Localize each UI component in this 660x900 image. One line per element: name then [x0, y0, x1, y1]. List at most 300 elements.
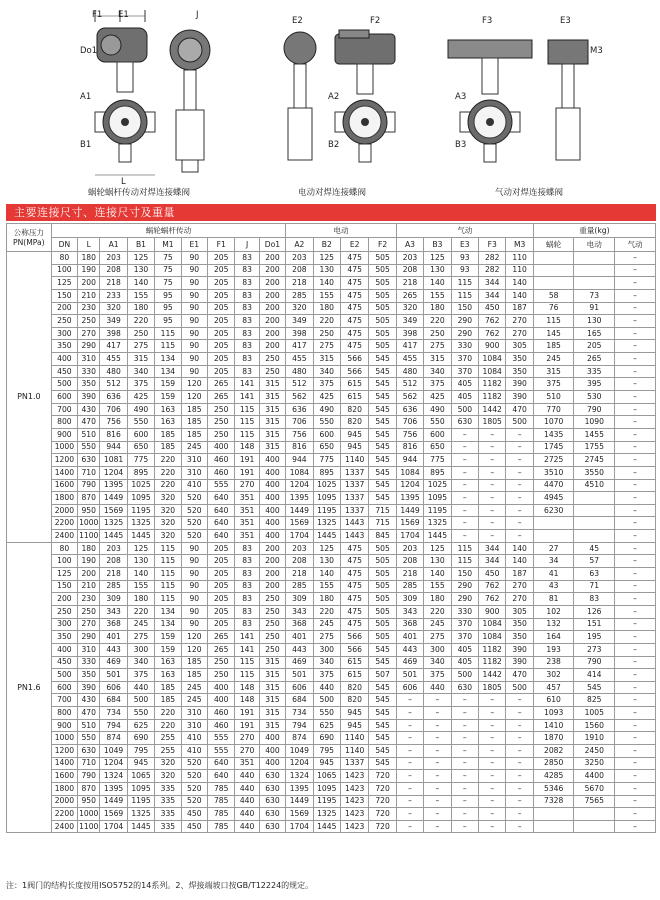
- table-cell: 57: [574, 555, 615, 568]
- table-row: [7, 757, 656, 770]
- table-cell: 630: [259, 808, 285, 821]
- table-cell: 3550: [574, 466, 615, 479]
- table-cell: 300: [51, 327, 77, 340]
- table-cell: 300: [51, 618, 77, 631]
- table-cell: 3510: [533, 466, 574, 479]
- table-cell: 205: [207, 580, 234, 593]
- table-cell: 1704: [286, 530, 313, 543]
- table-cell: 115: [235, 656, 259, 669]
- table-cell: –: [615, 492, 656, 505]
- table-cell: 275: [424, 340, 451, 353]
- table-cell: 205: [207, 353, 234, 366]
- table-cell: 1204: [286, 479, 313, 492]
- table-cell: 945: [340, 428, 368, 441]
- table-cell: 309: [100, 593, 127, 606]
- table-cell: 5670: [574, 782, 615, 795]
- table-cell: 475: [340, 555, 368, 568]
- table-cell: 1435: [533, 428, 574, 441]
- table-cell: 343: [286, 605, 313, 618]
- table-cell: 205: [207, 365, 234, 378]
- table-cell: 636: [100, 391, 127, 404]
- table-cell: 76: [533, 302, 574, 315]
- table-cell: 425: [424, 391, 451, 404]
- table-cell: 1049: [100, 744, 127, 757]
- table-cell: –: [615, 656, 656, 669]
- table-cell: 220: [127, 315, 154, 328]
- table-cell: 270: [235, 732, 259, 745]
- table-cell: 350: [51, 631, 77, 644]
- table-row: [7, 315, 656, 328]
- table-cell: 490: [127, 403, 154, 416]
- table-cell: 140: [424, 568, 451, 581]
- table-cell: 520: [181, 504, 207, 517]
- table-row: [7, 808, 656, 821]
- table-cell: 155: [424, 289, 451, 302]
- table-cell: 650: [424, 441, 451, 454]
- table-cell: 545: [369, 466, 396, 479]
- table-cell: 200: [51, 593, 77, 606]
- table-cell: 684: [100, 694, 127, 707]
- table-cell: 625: [127, 719, 154, 732]
- table-cell: –: [424, 820, 451, 833]
- table-cell: 250: [259, 365, 285, 378]
- table-cell: 555: [207, 744, 234, 757]
- table-cell: 2400: [51, 530, 77, 543]
- table-cell: 1100: [78, 820, 100, 833]
- table-cell: 330: [451, 605, 478, 618]
- table-cell: 500: [506, 681, 533, 694]
- table-cell: 1704: [286, 820, 313, 833]
- table-cell: 335: [155, 820, 181, 833]
- table-cell: 340: [127, 365, 154, 378]
- table-cell: 275: [127, 340, 154, 353]
- table-cell: –: [615, 441, 656, 454]
- table-row: [7, 530, 656, 543]
- table-cell: 218: [396, 568, 423, 581]
- table-cell: 151: [574, 618, 615, 631]
- table-cell: –: [424, 694, 451, 707]
- table-cell: 203: [100, 542, 127, 555]
- table-cell: 265: [207, 631, 234, 644]
- table-cell: 615: [340, 669, 368, 682]
- table-cell: 500: [506, 416, 533, 429]
- table-cell: 290: [451, 580, 478, 593]
- table-cell: –: [396, 820, 423, 833]
- table-cell: 320: [396, 302, 423, 315]
- table-cell: 475: [340, 264, 368, 277]
- table-cell: –: [479, 479, 506, 492]
- table-cell: 545: [369, 681, 396, 694]
- table-cell: 205: [207, 277, 234, 290]
- table-cell: 794: [286, 719, 313, 732]
- table-cell: 220: [127, 605, 154, 618]
- table-cell: 610: [533, 694, 574, 707]
- table-cell: 187: [506, 568, 533, 581]
- table-cell: 351: [235, 492, 259, 505]
- table-cell: 315: [259, 378, 285, 391]
- table-cell: 368: [396, 618, 423, 631]
- table-cell: 625: [313, 719, 340, 732]
- table-cell: 315: [259, 707, 285, 720]
- table-cell: 440: [235, 770, 259, 783]
- table-cell: 545: [369, 441, 396, 454]
- table-cell: 210: [78, 580, 100, 593]
- table-cell: 83: [235, 353, 259, 366]
- table-cell: 315: [259, 416, 285, 429]
- table-cell: 245: [181, 441, 207, 454]
- table-cell: 450: [51, 656, 77, 669]
- table-cell: 440: [424, 681, 451, 694]
- table-cell: 615: [340, 656, 368, 669]
- table-cell: 390: [506, 391, 533, 404]
- table-cell: 1070: [533, 416, 574, 429]
- table-cell: 27: [533, 542, 574, 555]
- table-cell: 555: [207, 732, 234, 745]
- table-cell: –: [615, 757, 656, 770]
- table-cell: 550: [313, 416, 340, 429]
- table-row: [7, 504, 656, 517]
- table-cell: 220: [155, 479, 181, 492]
- table-cell: 2000: [51, 504, 77, 517]
- table-cell: 400: [259, 454, 285, 467]
- table-cell: 1204: [286, 757, 313, 770]
- table-cell: 775: [313, 454, 340, 467]
- table-cell: 265: [207, 643, 234, 656]
- table-cell: 450: [479, 302, 506, 315]
- table-cell: 562: [396, 391, 423, 404]
- table-cell: 720: [369, 795, 396, 808]
- table-cell: 90: [181, 252, 207, 265]
- table-cell: 1195: [424, 504, 451, 517]
- table-cell: 505: [369, 631, 396, 644]
- table-cell: 340: [127, 656, 154, 669]
- table-cell: 83: [235, 327, 259, 340]
- column-header: E2: [340, 238, 368, 252]
- table-cell: –: [506, 454, 533, 467]
- table-cell: 1569: [100, 808, 127, 821]
- table-cell: 720: [369, 782, 396, 795]
- table-cell: 550: [424, 416, 451, 429]
- table-row: [7, 593, 656, 606]
- table-row: [7, 694, 656, 707]
- table-cell: 300: [127, 643, 154, 656]
- table-cell: 115: [155, 580, 181, 593]
- table-cell: 520: [181, 770, 207, 783]
- table-cell: 1093: [533, 707, 574, 720]
- table-cell: 375: [127, 669, 154, 682]
- table-cell: 600: [424, 428, 451, 441]
- table-cell: 1337: [340, 504, 368, 517]
- table-cell: 1200: [51, 454, 77, 467]
- table-cell: 1395: [100, 782, 127, 795]
- table-cell: 163: [155, 669, 181, 682]
- table-cell: –: [451, 820, 478, 833]
- table-cell: 275: [313, 340, 340, 353]
- table-cell: 208: [396, 264, 423, 277]
- table-cell: –: [615, 315, 656, 328]
- table-cell: 34: [533, 555, 574, 568]
- table-cell: 375: [127, 378, 154, 391]
- table-cell: 443: [396, 643, 423, 656]
- table-cell: 208: [286, 555, 313, 568]
- table-cell: 545: [369, 707, 396, 720]
- table-cell: 155: [313, 289, 340, 302]
- table-cell: 425: [313, 391, 340, 404]
- dim-label: E1: [118, 10, 129, 20]
- table-cell: 545: [369, 744, 396, 757]
- table-cell: 218: [396, 277, 423, 290]
- table-cell: 450: [479, 568, 506, 581]
- table-cell: 375: [313, 378, 340, 391]
- table-cell: 83: [235, 264, 259, 277]
- table-cell: 220: [155, 719, 181, 732]
- table-cell: 200: [78, 277, 100, 290]
- table-cell: 351: [235, 504, 259, 517]
- table-cell: 180: [127, 302, 154, 315]
- table-cell: 400: [259, 732, 285, 745]
- table-row: [7, 327, 656, 340]
- table-cell: 630: [259, 820, 285, 833]
- table-cell: –: [506, 770, 533, 783]
- table-cell: 1395: [286, 782, 313, 795]
- pn-header: 公称压力PN(MPa): [7, 224, 52, 252]
- group-header: 重量(kg): [533, 224, 655, 238]
- table-cell: 250: [51, 605, 77, 618]
- column-header: L: [78, 238, 100, 252]
- table-cell: 290: [451, 327, 478, 340]
- table-cell: –: [479, 719, 506, 732]
- table-cell: 505: [369, 315, 396, 328]
- table-cell: 350: [506, 618, 533, 631]
- table-cell: 75: [155, 264, 181, 277]
- table-cell: 349: [286, 315, 313, 328]
- table-cell: 944: [100, 441, 127, 454]
- table-cell: 315: [259, 391, 285, 404]
- table-cell: 501: [286, 669, 313, 682]
- table-cell: 190: [78, 555, 100, 568]
- table-cell: 90: [181, 593, 207, 606]
- table-cell: 443: [286, 643, 313, 656]
- table-cell: 475: [340, 580, 368, 593]
- table-cell: –: [615, 454, 656, 467]
- table-cell: 545: [574, 681, 615, 694]
- table-cell: 785: [207, 795, 234, 808]
- table-cell: –: [451, 530, 478, 543]
- table-cell: 180: [313, 593, 340, 606]
- table-cell: 205: [207, 605, 234, 618]
- table-cell: 1395: [286, 492, 313, 505]
- table-cell: 191: [235, 707, 259, 720]
- table-row: [7, 466, 656, 479]
- table-cell: 141: [235, 378, 259, 391]
- table-cell: 440: [235, 782, 259, 795]
- table-cell: 734: [286, 707, 313, 720]
- table-cell: 710: [78, 757, 100, 770]
- table-cell: 83: [235, 289, 259, 302]
- table-cell: –: [615, 277, 656, 290]
- table-cell: 375: [533, 378, 574, 391]
- table-cell: –: [615, 568, 656, 581]
- table-cell: 148: [235, 694, 259, 707]
- table-row: [7, 277, 656, 290]
- table-cell: 1410: [533, 719, 574, 732]
- table-cell: 1755: [574, 441, 615, 454]
- table-cell: 141: [235, 631, 259, 644]
- table-cell: –: [615, 340, 656, 353]
- table-cell: 490: [424, 403, 451, 416]
- table-cell: 200: [259, 315, 285, 328]
- table-cell: 93: [451, 264, 478, 277]
- table-cell: 545: [369, 479, 396, 492]
- table-cell: 475: [340, 605, 368, 618]
- table-cell: 405: [451, 391, 478, 404]
- table-cell: 400: [207, 441, 234, 454]
- column-header: M1: [155, 238, 181, 252]
- column-header: 电动: [574, 238, 615, 252]
- table-cell: 191: [235, 466, 259, 479]
- table-cell: 265: [574, 353, 615, 366]
- table-cell: –: [506, 428, 533, 441]
- table-cell: 874: [100, 732, 127, 745]
- table-row: [7, 795, 656, 808]
- table-cell: 562: [286, 391, 313, 404]
- table-cell: 155: [424, 580, 451, 593]
- table-cell: 90: [181, 555, 207, 568]
- table-cell: 245: [181, 694, 207, 707]
- table-cell: 200: [259, 542, 285, 555]
- table-cell: 3250: [574, 757, 615, 770]
- table-cell: 41: [533, 568, 574, 581]
- table-cell: 690: [313, 732, 340, 745]
- table-cell: –: [615, 264, 656, 277]
- table-cell: 125: [313, 252, 340, 265]
- table-cell: 302: [533, 669, 574, 682]
- table-row: [7, 782, 656, 795]
- table-cell: 1445: [313, 530, 340, 543]
- table-row: [7, 479, 656, 492]
- table-cell: –: [615, 681, 656, 694]
- table-cell: 756: [286, 428, 313, 441]
- table-cell: –: [506, 492, 533, 505]
- table-cell: 600: [51, 391, 77, 404]
- table-cell: –: [479, 694, 506, 707]
- table-cell: 5346: [533, 782, 574, 795]
- table-cell: 250: [313, 327, 340, 340]
- table-cell: 255: [155, 732, 181, 745]
- table-cell: 630: [259, 782, 285, 795]
- table-cell: 83: [235, 315, 259, 328]
- table-cell: 1449: [100, 795, 127, 808]
- table-cell: 245: [313, 618, 340, 631]
- table-cell: 140: [127, 277, 154, 290]
- table-cell: 816: [100, 428, 127, 441]
- table-cell: 636: [286, 403, 313, 416]
- table-cell: 1065: [313, 770, 340, 783]
- table-cell: 566: [340, 365, 368, 378]
- table-cell: 1569: [286, 808, 313, 821]
- table-cell: –: [451, 517, 478, 530]
- table-cell: –: [615, 820, 656, 833]
- table-cell: 900: [479, 340, 506, 353]
- table-cell: 505: [369, 580, 396, 593]
- table-cell: 545: [369, 719, 396, 732]
- table-cell: 400: [259, 479, 285, 492]
- table-cell: 290: [78, 340, 100, 353]
- table-cell: –: [479, 757, 506, 770]
- table-cell: 390: [78, 391, 100, 404]
- table-cell: 270: [78, 618, 100, 631]
- table-cell: 440: [313, 681, 340, 694]
- table-cell: 350: [78, 378, 100, 391]
- table-cell: 155: [313, 580, 340, 593]
- table-cell: 874: [286, 732, 313, 745]
- column-header: F2: [369, 238, 396, 252]
- table-cell: 200: [259, 289, 285, 302]
- table-cell: 205: [207, 593, 234, 606]
- table-cell: 1025: [313, 479, 340, 492]
- table-cell: 310: [181, 719, 207, 732]
- dim-label: E2: [292, 16, 303, 26]
- table-cell: 191: [235, 454, 259, 467]
- table-cell: 762: [479, 593, 506, 606]
- table-cell: 615: [340, 391, 368, 404]
- table-cell: –: [615, 719, 656, 732]
- table-cell: –: [615, 782, 656, 795]
- table-cell: 130: [313, 264, 340, 277]
- table-cell: 795: [313, 744, 340, 757]
- table-cell: 315: [127, 353, 154, 366]
- table-cell: 1805: [479, 681, 506, 694]
- table-cell: 315: [259, 428, 285, 441]
- table-cell: 185: [181, 669, 207, 682]
- table-cell: [574, 252, 615, 265]
- table-cell: 90: [181, 618, 207, 631]
- table-cell: 1870: [533, 732, 574, 745]
- table-cell: 1049: [286, 744, 313, 757]
- table-cell: 320: [155, 492, 181, 505]
- table-cell: 1100: [78, 530, 100, 543]
- table-cell: 1560: [574, 719, 615, 732]
- table-row: [7, 353, 656, 366]
- table-row: [7, 428, 656, 441]
- table-cell: 545: [369, 391, 396, 404]
- table-cell: –: [479, 428, 506, 441]
- table-cell: –: [615, 378, 656, 391]
- table-cell: 405: [451, 643, 478, 656]
- column-header: 气动: [615, 238, 656, 252]
- table-cell: 475: [340, 252, 368, 265]
- table-cell: 330: [78, 365, 100, 378]
- table-cell: 205: [207, 340, 234, 353]
- table-cell: [533, 517, 574, 530]
- table-cell: –: [615, 618, 656, 631]
- table-cell: 115: [235, 669, 259, 682]
- column-header: F3: [479, 238, 506, 252]
- table-cell: 401: [100, 631, 127, 644]
- table-cell: 195: [574, 631, 615, 644]
- table-cell: 200: [259, 302, 285, 315]
- table-cell: 250: [127, 327, 154, 340]
- table-cell: 401: [396, 631, 423, 644]
- table-cell: 270: [235, 744, 259, 757]
- table-cell: –: [615, 744, 656, 757]
- table-cell: –: [506, 707, 533, 720]
- table-row: [7, 618, 656, 631]
- table-cell: 275: [424, 631, 451, 644]
- table-cell: 440: [235, 808, 259, 821]
- table-cell: 282: [479, 252, 506, 265]
- table-cell: 150: [51, 289, 77, 302]
